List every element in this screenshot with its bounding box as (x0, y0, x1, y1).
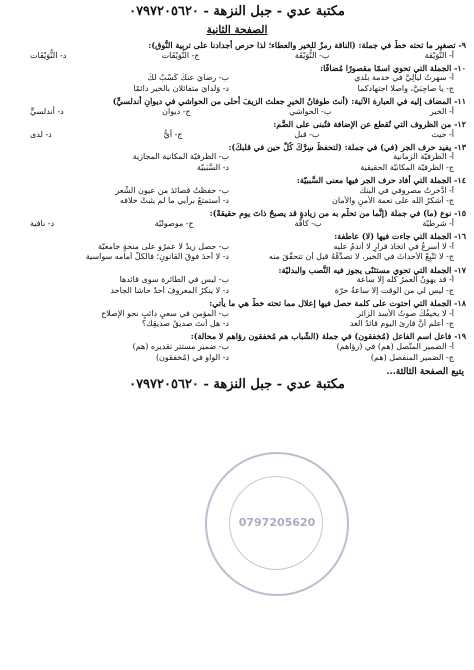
question-list (6, 40, 468, 363)
question-text: ١٩- فاعل اسم الفاعل (مُخفقون) في جملة (الشّباب هم مُخفقون رؤاهم لا محالة): (190, 331, 466, 342)
question-block (6, 40, 468, 61)
answer-option: ب- قبل (294, 129, 320, 139)
continue-note: يتبع الصفحة الثالثة... (386, 367, 464, 378)
answer-option: د- أندلسيٍّ (30, 106, 64, 116)
page-footer: مكتبة عدي - جبل النزهة - ٠٧٩٧٢٠٥٦٢٠ (129, 377, 345, 393)
answer-option: ب- الحواشي (289, 106, 332, 116)
answer-option: ب- المؤمن في سعيٍ دائبٍ نحو الإصلاح (101, 308, 229, 318)
library-stamp (205, 452, 349, 596)
question-text: ١٥- نوع (ما) في جملة (إنَّما من تحلَّم به من زيادةٍ قد يصبحُ ذاتَ يومِ حقيقةً): (209, 208, 466, 219)
stamp-phone: 0797205620 (238, 516, 316, 529)
answer-option: ج- أعلم أنَّ قارئ اليوم قائدُ الغد (349, 319, 454, 329)
question-block (6, 175, 468, 207)
answer-option: د- السَّبَبيّة (196, 162, 229, 172)
options-row (6, 73, 468, 94)
answer-option: أ- حيث (431, 129, 454, 139)
question-block (6, 231, 468, 263)
options-row (6, 51, 468, 62)
options-row (6, 275, 468, 296)
answer-option: أ- الظرفيّة الزمانية (393, 152, 454, 162)
answer-option: ج- لا تَتَّبِعْ الأحداثَ في الخير، لا تصدِّقْهُ قبل أن تتحقَّقَ منه (268, 252, 454, 262)
question-text: ١٢- من الظروف التي تُقطع عن الإضافة فتُبنى على الضَّم: (273, 118, 466, 129)
options-row (6, 342, 468, 363)
answer-option: أ- لا يخيفُكَ صوتُ الأسد الزائر (357, 308, 454, 318)
answer-option: أ- النُّوَيْقة (424, 50, 454, 60)
question-block (6, 119, 468, 140)
question-text: ١١- المضاف إليه في العبارة الآتية: (أنتَ طوفانُ الخيرِ جعلتَ الزيفَ أحلى من الحواشي في ديوانِ أندلسيٍّ) (112, 96, 466, 107)
answer-option: أ- الضمير المتَّصل (هم) في (رؤاهم) (336, 341, 454, 351)
question-block (6, 142, 468, 174)
answer-option: ج- يا صاحِبَيَّ، واصلا اجتهادكما (357, 83, 454, 93)
question-block (6, 331, 468, 363)
answer-option: أ- سهرتُ ليالِيَّ في خدمة بلدي (354, 73, 454, 83)
answer-option: أ- الخير (429, 106, 454, 116)
answer-option: د- وَلَدايَ متفائلان بالخير دائمًا (133, 83, 229, 93)
answer-option: د- الواو في (مُخفقون) (155, 352, 229, 362)
question-text: ١٠- الجملة التي تحوي اسمًا مقصورًا مُضافًا: (320, 62, 466, 73)
answer-option: ب- ليس في الطّائرة سوى قائدها (119, 275, 229, 285)
answer-option: ج- أشكرُ الله على نعمة الأمنِ والأمان (332, 196, 454, 206)
answer-option: ج- أيُّ (163, 129, 183, 139)
question-block (6, 208, 468, 229)
answer-option: د- لا أحدَ فوقَ القانونِ؛ فالكلُّ أمامه سواسية (85, 252, 229, 262)
answer-option: أ- شرطيّة (422, 219, 454, 229)
question-block (6, 96, 468, 117)
options-row (6, 242, 468, 263)
page-header: مكتبة عدي - جبل النزهة - ٠٧٩٧٢٠٥٦٢٠ (129, 4, 345, 19)
answer-option: ج- الضمير المنفصل (هم) (370, 352, 454, 362)
answer-option: د- لدى (30, 129, 52, 139)
answer-option: ج- الظرفيّة المكانيّة الحقيقية (360, 162, 454, 172)
answer-option: د- نافية (30, 219, 54, 229)
answer-option: ج- موصوليّة (154, 219, 194, 229)
options-row (6, 186, 468, 207)
answer-option: ب- رضايَ عنكَ كَسْبٌ لكَ (147, 73, 229, 83)
answer-option: د- النُّوَيْقَات (30, 50, 67, 60)
answer-option: ب- النُّوَيْقَة (294, 50, 330, 60)
answer-option: ب- كافّة (294, 219, 322, 229)
answer-option: ب- حصل زيدٌ لا عمرٌو على منحةٍ جامعيّة (98, 241, 229, 251)
question-block (6, 63, 468, 95)
answer-option: أ- لا أسرعُ في اتخاذ قرارٍ لا أندمُ عليه (333, 241, 454, 251)
question-text: ١٦- الجملة التي جاءت فيها (لا) عاطفة: (334, 231, 466, 242)
options-row (6, 130, 468, 141)
options-row (6, 107, 468, 118)
answer-option: أ- قد يهونُ العمرُ كلُّه إلّا ساعة (356, 275, 454, 285)
question-block (6, 298, 468, 330)
options-row (6, 152, 468, 173)
page-title: الصفحة الثانية (206, 24, 268, 36)
question-text: ١٨- الجملة التي احتوت على كلمة حصل فيها إعلال مما تحته خطٌّ هي ما يأتي: (209, 298, 466, 308)
options-row (6, 309, 468, 330)
answer-option: ب- ضمير مستتر تقديره (هم) (132, 341, 229, 351)
question-text: ١٤- الجملة التي أفاد حرف الجر فيها معنى السَّببيّة: (296, 175, 466, 186)
answer-option: ج- النُّوَيْقَات (161, 50, 200, 60)
answer-option: ج- ديوان (162, 106, 191, 116)
answer-option: ب- حفظتُ قصائدَ من عيون الشِّعر (115, 185, 229, 195)
question-text: ١٣- يفيد حرف الجر (في) في جملة: (لتحفظْ سِرَّكَ كُلٌّ حينٍ في قلبكَ): (228, 141, 466, 152)
answer-option: ج- ليس لي من الوقت إلا ساعةٌ حرّة (334, 285, 454, 295)
answer-option: أ- ادَّخرتُ مصروفي في البنك (359, 185, 454, 195)
question-text: ١٧- الجملة التي تحوي مستثنًى يجوز فيه النَّصب والبدليّة: (278, 264, 466, 275)
answer-option: ب- الظرفيّة المكانية المجازية (132, 152, 229, 162)
answer-option: د- أستمتعُ برأيي ما لم يثبتْ خلافه (119, 196, 229, 206)
question-text: ٩- تصغير ما تحته خطٌ في جملة: (الناقة رمزٌ للخير والعطاء؛ لذا حرص أجدادنا على تربية النُّوق): (148, 40, 466, 50)
answer-option: د- لا ينكرُ المعروفَ أحدٌ حاشا الجاحد (110, 285, 229, 295)
answer-option: د- هل أنتَ صديقُ صديقِك؟ (141, 319, 229, 329)
options-row (6, 219, 468, 230)
question-block (6, 265, 468, 297)
